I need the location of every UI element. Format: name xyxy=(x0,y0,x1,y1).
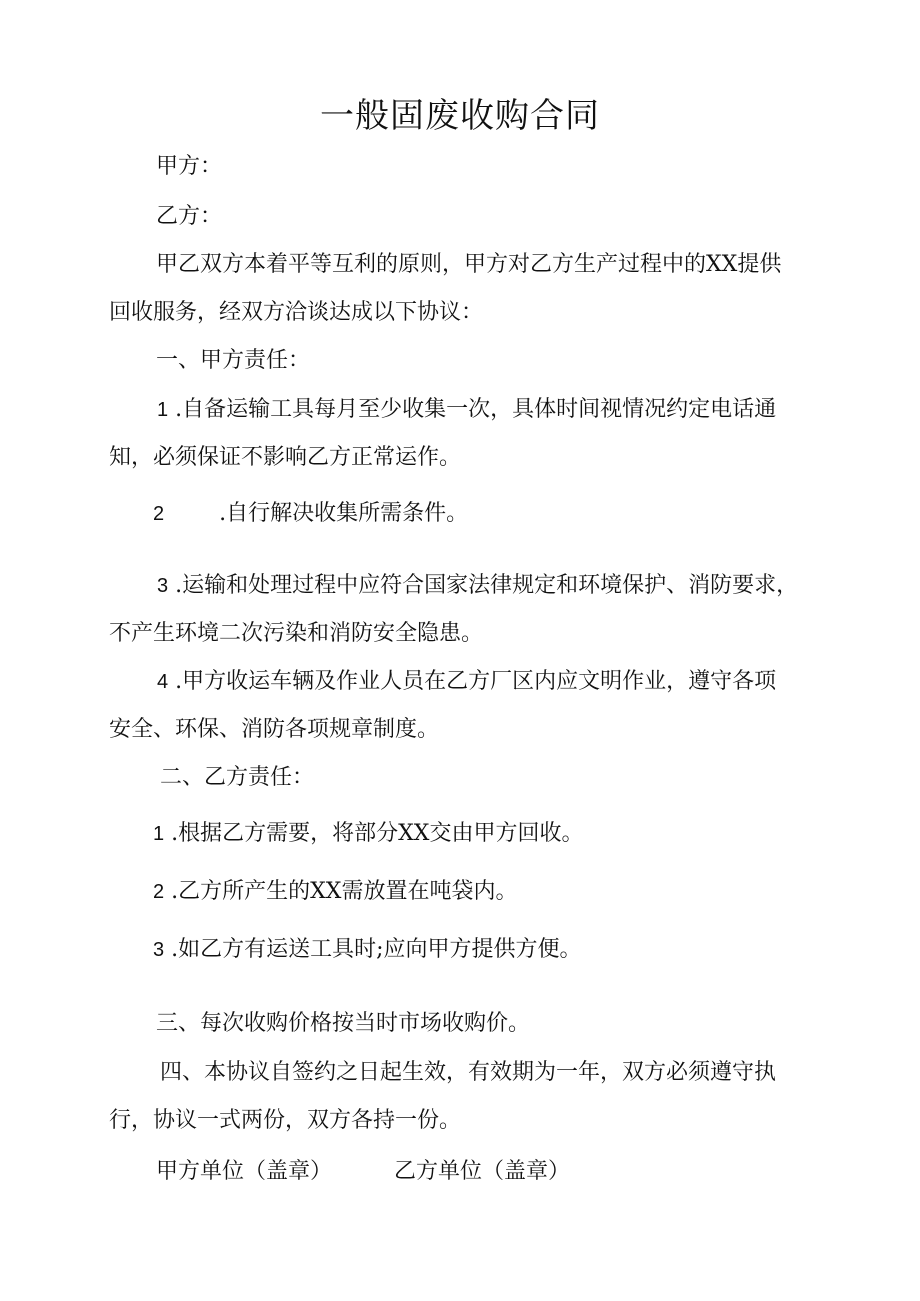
party-b-label: 乙方： xyxy=(156,204,223,229)
item-text: .如乙方有运送工具时;应向甲方提供方便。 xyxy=(171,937,582,962)
item-text: .根据乙方需要，将部分XX交由甲方回收。 xyxy=(171,821,584,846)
party-b-signature: 乙方单位（盖章） xyxy=(394,1159,571,1184)
section-1-item-1-continued: 知，必须保证不影响乙方正常运作。 xyxy=(109,445,462,470)
section-1-item-1 xyxy=(157,395,776,425)
intro-paragraph-line-2: 回收服务，经双方洽谈达成以下协议： xyxy=(109,300,484,325)
section-1-item-4 xyxy=(157,667,776,697)
item-number: 3 xyxy=(157,575,169,597)
party-a-signature: 甲方单位（盖章） xyxy=(156,1159,333,1184)
section-3-text: 三、每次收购价格按当时市场收购价。 xyxy=(156,1011,531,1036)
item-text: .乙方所产生的XX需放置在吨袋内。 xyxy=(171,879,518,904)
intro-paragraph-line-1: 甲乙双方本着平等互利的原则，甲方对乙方生产过程中的XX提供 xyxy=(156,252,782,277)
section-1-item-2 xyxy=(153,499,468,529)
section-1-item-3 xyxy=(157,571,798,601)
item-text: .自备运输工具每月至少收集一次，具体时间视情况约定电话通 xyxy=(175,397,777,422)
section-4-line-1: 四、本协议自签约之日起生效，有效期为一年，双方必须遵守执 xyxy=(160,1060,777,1085)
section-1-heading: 一、甲方责任： xyxy=(156,348,311,373)
item-number: 2 xyxy=(153,881,165,903)
item-text: .运输和处理过程中应符合国家法律规定和环境保护、消防要求， xyxy=(175,573,799,598)
item-number: 2 xyxy=(153,503,165,525)
item-number: 4 xyxy=(157,671,169,693)
item-number: 1 xyxy=(157,399,169,421)
section-2-item-1 xyxy=(153,819,583,849)
item-text: .甲方收运车辆及作业人员在乙方厂区内应文明作业，遵守各项 xyxy=(175,669,777,694)
section-4-line-2: 行，协议一式两份，双方各持一份。 xyxy=(109,1108,462,1133)
section-2-heading: 二、乙方责任： xyxy=(160,765,315,790)
item-text: .自行解决收集所需条件。 xyxy=(219,501,469,526)
signature-row xyxy=(156,1157,570,1187)
section-1-item-3-continued: 不产生环境二次污染和消防安全隐患。 xyxy=(109,621,484,646)
section-2-item-3 xyxy=(153,935,582,965)
item-number: 3 xyxy=(153,939,165,961)
party-a-label: 甲方： xyxy=(156,154,223,179)
section-2-item-2 xyxy=(153,877,517,907)
section-1-item-4-continued: 安全、环保、消防各项规章制度。 xyxy=(109,717,440,742)
item-number: 1 xyxy=(153,823,165,845)
document-title: 一般固废收购合同 xyxy=(320,96,600,136)
